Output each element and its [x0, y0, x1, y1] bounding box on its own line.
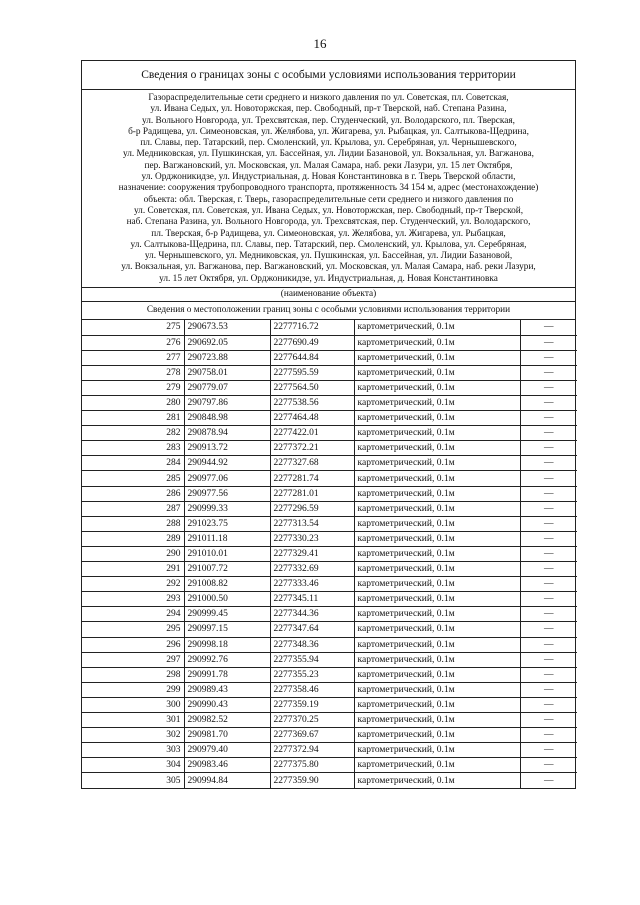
- description-line: ул. Вокзальная, ул. Вагжанова, пер. Вагжановский, ул. Московская, ул. Малая Самара, наб. реки Лазури,: [121, 262, 536, 273]
- y-coordinate-cell: 2277464.48: [270, 411, 354, 426]
- method-cell: картометрический, 0.1м: [354, 320, 520, 335]
- point-number-cell: 285: [82, 471, 184, 486]
- point-number-cell: 286: [82, 486, 184, 501]
- y-coordinate-cell: 2277344.36: [270, 607, 354, 622]
- method-cell: картометрический, 0.1м: [354, 441, 520, 456]
- y-coordinate-cell: 2277422.01: [270, 426, 354, 441]
- point-number-cell: 301: [82, 712, 184, 727]
- table-row: [82, 441, 577, 456]
- y-coordinate-cell: 2277359.19: [270, 697, 354, 712]
- table-row: [82, 350, 577, 365]
- description-line: наб. Степана Разина, ул. Вольного Новгорода, ул. Трехсвятская, пер. Студенческий, ул. Володарского,: [126, 217, 531, 228]
- method-cell: картометрический, 0.1м: [354, 350, 520, 365]
- table-row: [82, 667, 577, 682]
- y-coordinate-cell: 2277345.11: [270, 592, 354, 607]
- description-line: ул. Салтыкова-Щедрина, пл. Славы, пер. Татарский, пер. Смоленский, ул. Крылова, ул. Серебряная,: [130, 239, 527, 250]
- description-line: пл. Славы, пер. Татарский, пер. Смоленский, ул. Крылова, ул. Серебряная, ул. Чернышевского,: [140, 138, 517, 149]
- note-cell: —: [520, 652, 577, 667]
- method-cell: картометрический, 0.1м: [354, 637, 520, 652]
- note-cell: —: [520, 667, 577, 682]
- description-line: Газораспределительные сети среднего и низкого давления по ул. Советская, пл. Советская,: [148, 93, 509, 103]
- x-coordinate-cell: 290999.45: [184, 607, 270, 622]
- point-number-cell: 282: [82, 426, 184, 441]
- y-coordinate-cell: 2277372.21: [270, 441, 354, 456]
- table-row: [82, 396, 577, 411]
- x-coordinate-cell: 290979.40: [184, 743, 270, 758]
- table-row: [82, 607, 577, 622]
- location-section-header: Сведения о местоположении границ зоны с особыми условиями использования территории: [82, 302, 575, 320]
- table-row: [82, 426, 577, 441]
- point-number-cell: 287: [82, 501, 184, 516]
- description-line: ул. Вольного Новгорода, ул. Трехсвятская, пер. Студенческий, ул. Володарского, пл. Тверская,: [142, 115, 515, 126]
- x-coordinate-cell: 290913.72: [184, 441, 270, 456]
- method-cell: картометрический, 0.1м: [354, 773, 520, 788]
- method-cell: картометрический, 0.1м: [354, 456, 520, 471]
- y-coordinate-cell: 2277313.54: [270, 516, 354, 531]
- method-cell: картометрический, 0.1м: [354, 335, 520, 350]
- y-coordinate-cell: 2277332.69: [270, 562, 354, 577]
- page-number: 16: [313, 36, 327, 51]
- description-line: пл. Тверская, б-р Радищева, ул. Симеоновская, ул. Желябова, ул. Жигарева, ул. Рыбацкая,: [151, 228, 506, 239]
- table-row: [82, 456, 577, 471]
- y-coordinate-cell: 2277375.80: [270, 758, 354, 773]
- x-coordinate-cell: 291010.01: [184, 546, 270, 561]
- description-line: ул. Орджоникидзе, ул. Индустриальная, д. Новая Константиновка в г. Тверь Тверской области,: [141, 172, 516, 183]
- x-coordinate-cell: 290994.84: [184, 773, 270, 788]
- description-line: назначение: сооружения трубопроводного транспорта, протяженность 34 154 м, адрес (местонахождение): [118, 183, 539, 194]
- x-coordinate-cell: 290723.88: [184, 350, 270, 365]
- y-coordinate-cell: 2277330.23: [270, 531, 354, 546]
- table-row: [82, 577, 577, 592]
- x-coordinate-cell: 291008.82: [184, 577, 270, 592]
- x-coordinate-cell: 290991.78: [184, 667, 270, 682]
- object-description: [82, 90, 575, 288]
- point-number-cell: 302: [82, 728, 184, 743]
- table-row: [82, 546, 577, 561]
- point-number-cell: 289: [82, 531, 184, 546]
- x-coordinate-cell: 290997.15: [184, 622, 270, 637]
- point-number-cell: 300: [82, 697, 184, 712]
- y-coordinate-cell: 2277538.56: [270, 396, 354, 411]
- y-coordinate-cell: 2277296.59: [270, 501, 354, 516]
- point-number-cell: 280: [82, 396, 184, 411]
- y-coordinate-cell: 2277358.46: [270, 682, 354, 697]
- note-cell: —: [520, 712, 577, 727]
- note-cell: —: [520, 531, 577, 546]
- table-row: [82, 531, 577, 546]
- method-cell: картометрический, 0.1м: [354, 577, 520, 592]
- method-cell: картометрический, 0.1м: [354, 380, 520, 395]
- x-coordinate-cell: 290998.18: [184, 637, 270, 652]
- y-coordinate-cell: 2277564.50: [270, 380, 354, 395]
- point-number-cell: 275: [82, 320, 184, 335]
- point-number-cell: 281: [82, 411, 184, 426]
- zone-boundaries-document: [81, 60, 576, 789]
- y-coordinate-cell: 2277716.72: [270, 320, 354, 335]
- y-coordinate-cell: 2277372.94: [270, 743, 354, 758]
- note-cell: —: [520, 380, 577, 395]
- point-number-cell: 297: [82, 652, 184, 667]
- table-row: [82, 365, 577, 380]
- table-row: [82, 773, 577, 788]
- point-number-cell: 303: [82, 743, 184, 758]
- x-coordinate-cell: 290944.92: [184, 456, 270, 471]
- note-cell: —: [520, 411, 577, 426]
- point-number-cell: 283: [82, 441, 184, 456]
- method-cell: картометрический, 0.1м: [354, 667, 520, 682]
- table-row: [82, 562, 577, 577]
- method-cell: картометрический, 0.1м: [354, 682, 520, 697]
- note-cell: —: [520, 562, 577, 577]
- x-coordinate-cell: 291007.72: [184, 562, 270, 577]
- method-cell: картометрический, 0.1м: [354, 607, 520, 622]
- point-number-cell: 290: [82, 546, 184, 561]
- table-row: [82, 712, 577, 727]
- point-number-cell: 292: [82, 577, 184, 592]
- note-cell: —: [520, 546, 577, 561]
- description-line: б-р Радищева, ул. Симеоновская, ул. Желябова, ул. Жигарева, ул. Рыбацкая, ул. Салтыкова-Щедрина,: [128, 126, 529, 137]
- method-cell: картометрический, 0.1м: [354, 697, 520, 712]
- x-coordinate-cell: 290982.52: [184, 712, 270, 727]
- table-row: [82, 682, 577, 697]
- table-row: [82, 471, 577, 486]
- method-cell: картометрический, 0.1м: [354, 652, 520, 667]
- y-coordinate-cell: 2277595.59: [270, 365, 354, 380]
- y-coordinate-cell: 2277333.46: [270, 577, 354, 592]
- note-cell: —: [520, 516, 577, 531]
- note-cell: —: [520, 758, 577, 773]
- y-coordinate-cell: 2277355.94: [270, 652, 354, 667]
- x-coordinate-cell: 291023.75: [184, 516, 270, 531]
- coordinates-table: [82, 320, 577, 788]
- method-cell: картометрический, 0.1м: [354, 426, 520, 441]
- note-cell: —: [520, 471, 577, 486]
- method-cell: картометрический, 0.1м: [354, 486, 520, 501]
- x-coordinate-cell: 290848.98: [184, 411, 270, 426]
- table-row: [82, 501, 577, 516]
- method-cell: картометрический, 0.1м: [354, 531, 520, 546]
- note-cell: —: [520, 577, 577, 592]
- description-line: пер. Вагжановский, ул. Московская, ул. Малая Самара, наб. реки Лазури, ул. 15 лет Октября,: [144, 160, 513, 171]
- table-row: [82, 758, 577, 773]
- document-title: Сведения о границах зоны с особыми условиями использования территории: [82, 61, 575, 90]
- table-row: [82, 411, 577, 426]
- method-cell: картометрический, 0.1м: [354, 562, 520, 577]
- point-number-cell: 288: [82, 516, 184, 531]
- note-cell: —: [520, 743, 577, 758]
- method-cell: картометрический, 0.1м: [354, 712, 520, 727]
- note-cell: —: [520, 456, 577, 471]
- method-cell: картометрический, 0.1м: [354, 516, 520, 531]
- note-cell: —: [520, 350, 577, 365]
- note-cell: —: [520, 607, 577, 622]
- y-coordinate-cell: 2277690.49: [270, 335, 354, 350]
- y-coordinate-cell: 2277347.64: [270, 622, 354, 637]
- note-cell: —: [520, 486, 577, 501]
- x-coordinate-cell: 290692.05: [184, 335, 270, 350]
- x-coordinate-cell: 290797.86: [184, 396, 270, 411]
- y-coordinate-cell: 2277370.25: [270, 712, 354, 727]
- method-cell: картометрический, 0.1м: [354, 743, 520, 758]
- method-cell: картометрический, 0.1м: [354, 471, 520, 486]
- table-row: [82, 743, 577, 758]
- y-coordinate-cell: 2277329.41: [270, 546, 354, 561]
- table-row: [82, 516, 577, 531]
- x-coordinate-cell: 290981.70: [184, 728, 270, 743]
- y-coordinate-cell: 2277281.74: [270, 471, 354, 486]
- description-line: ул. Советская, пл. Советская, ул. Ивана Седых, ул. Новоторжская, пер. Свободный, пр-т Тверской,: [133, 205, 524, 216]
- description-line: ул. Медниковская, ул. Пушкинская, ул. Бассейная, ул. Лидии Базановой, ул. Вокзальная, ул. Вагжанова,: [123, 149, 534, 160]
- point-number-cell: 293: [82, 592, 184, 607]
- point-number-cell: 277: [82, 350, 184, 365]
- table-row: [82, 592, 577, 607]
- point-number-cell: 276: [82, 335, 184, 350]
- y-coordinate-cell: 2277281.01: [270, 486, 354, 501]
- point-number-cell: 304: [82, 758, 184, 773]
- method-cell: картометрический, 0.1м: [354, 396, 520, 411]
- y-coordinate-cell: 2277644.84: [270, 350, 354, 365]
- point-number-cell: 296: [82, 637, 184, 652]
- x-coordinate-cell: 290989.43: [184, 682, 270, 697]
- note-cell: —: [520, 396, 577, 411]
- note-cell: —: [520, 365, 577, 380]
- description-line: ул. 15 лет Октября, ул. Орджоникидзе, ул. Индустриальная, д. Новая Константиновка: [159, 273, 498, 284]
- description-line: ул. Чернышевского, ул. Медниковская, ул. Пушкинская, ул. Бассейная, ул. Лидии Базановой,: [144, 251, 513, 262]
- x-coordinate-cell: 290673.53: [184, 320, 270, 335]
- method-cell: картометрический, 0.1м: [354, 728, 520, 743]
- x-coordinate-cell: 290983.46: [184, 758, 270, 773]
- y-coordinate-cell: 2277348.36: [270, 637, 354, 652]
- y-coordinate-cell: 2277369.67: [270, 728, 354, 743]
- method-cell: картометрический, 0.1м: [354, 546, 520, 561]
- table-row: [82, 637, 577, 652]
- table-row: [82, 652, 577, 667]
- note-cell: —: [520, 426, 577, 441]
- table-row: [82, 320, 577, 335]
- x-coordinate-cell: 290977.56: [184, 486, 270, 501]
- point-number-cell: 294: [82, 607, 184, 622]
- point-number-cell: 284: [82, 456, 184, 471]
- note-cell: —: [520, 728, 577, 743]
- note-cell: —: [520, 773, 577, 788]
- x-coordinate-cell: 291011.18: [184, 531, 270, 546]
- x-coordinate-cell: 290992.76: [184, 652, 270, 667]
- x-coordinate-cell: 291000.50: [184, 592, 270, 607]
- x-coordinate-cell: 290999.33: [184, 501, 270, 516]
- note-cell: —: [520, 441, 577, 456]
- note-cell: —: [520, 335, 577, 350]
- point-number-cell: 291: [82, 562, 184, 577]
- description-line: объекта: обл. Тверская, г. Тверь, газораспределительные сети среднего и низкого давления по: [143, 194, 514, 205]
- method-cell: картометрический, 0.1м: [354, 592, 520, 607]
- note-cell: —: [520, 637, 577, 652]
- method-cell: картометрический, 0.1м: [354, 501, 520, 516]
- table-row: [82, 728, 577, 743]
- x-coordinate-cell: 290758.01: [184, 365, 270, 380]
- point-number-cell: 298: [82, 667, 184, 682]
- note-cell: —: [520, 592, 577, 607]
- x-coordinate-cell: 290977.06: [184, 471, 270, 486]
- method-cell: картометрический, 0.1м: [354, 622, 520, 637]
- x-coordinate-cell: 290779.07: [184, 380, 270, 395]
- note-cell: —: [520, 682, 577, 697]
- y-coordinate-cell: 2277327.68: [270, 456, 354, 471]
- y-coordinate-cell: 2277359.90: [270, 773, 354, 788]
- x-coordinate-cell: 290878.94: [184, 426, 270, 441]
- table-row: [82, 697, 577, 712]
- note-cell: —: [520, 622, 577, 637]
- table-row: [82, 486, 577, 501]
- object-name-label: (наименование объекта): [82, 288, 575, 302]
- point-number-cell: 279: [82, 380, 184, 395]
- method-cell: картометрический, 0.1м: [354, 411, 520, 426]
- note-cell: —: [520, 501, 577, 516]
- note-cell: —: [520, 320, 577, 335]
- table-row: [82, 335, 577, 350]
- point-number-cell: 278: [82, 365, 184, 380]
- point-number-cell: 305: [82, 773, 184, 788]
- point-number-cell: 295: [82, 622, 184, 637]
- method-cell: картометрический, 0.1м: [354, 758, 520, 773]
- note-cell: —: [520, 697, 577, 712]
- description-line: ул. Ивана Седых, ул. Новоторжская, пер. Свободный, пр-т Тверской, наб. Степана Разина,: [150, 104, 507, 115]
- x-coordinate-cell: 290990.43: [184, 697, 270, 712]
- table-row: [82, 622, 577, 637]
- table-row: [82, 380, 577, 395]
- method-cell: картометрический, 0.1м: [354, 365, 520, 380]
- y-coordinate-cell: 2277355.23: [270, 667, 354, 682]
- point-number-cell: 299: [82, 682, 184, 697]
